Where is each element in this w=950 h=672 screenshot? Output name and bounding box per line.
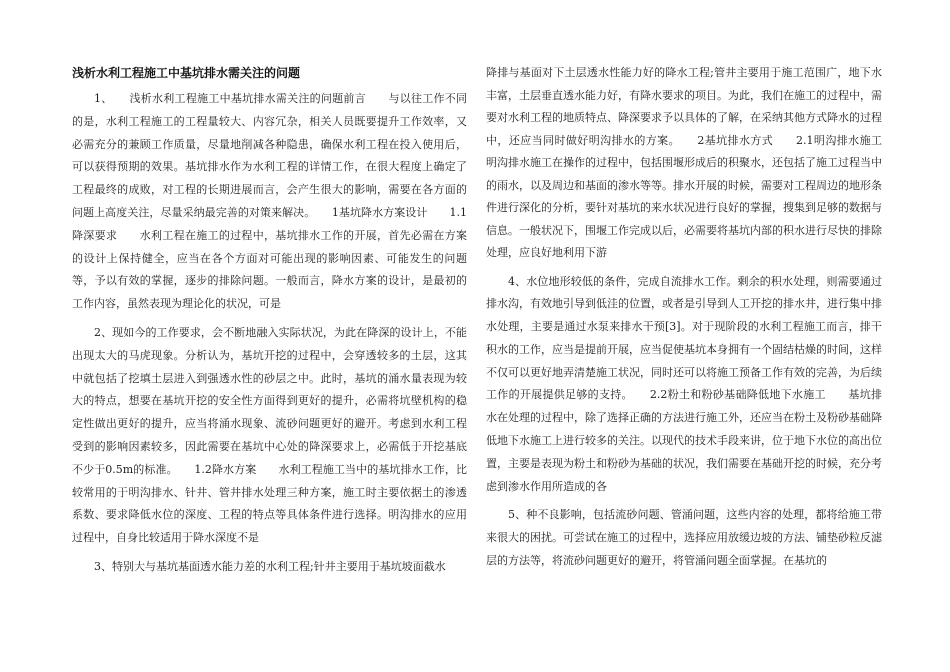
paragraph-1: 1、 浅析水利工程施工中基坑排水需关注的问题前言 与以往工作不同的是，水利工程施工的工程量较大、内容冗杂，相关人员既要提升工作效率，又必需充分的兼顾工作质量，尽量地削减各种隐患，确保水利工程在投入使用后，可以获得预期的效果。基坑排水作为水利工程的详情工作，在很大程度上确定了工程最终的成败，对工程的长期进展而言，会产生很大的影响，需要在各方面的问题上高度关注，尽量采纳最完善的对策来解决。 1基坑降水方案设计 1.1降深要求 水利工程在施工的过程中，基坑排水工作的开展，首先必需在方案的设计上保持健全，应当在各个方面对可能出现的影响因素、可能发生的问题等，予以有效的掌握，逐步的排除问题。一般而言，降水方案的设计，是最初的工作内容，虽然表现为理论化的状况，可是	[72, 92, 467, 311]
paragraph-4: 4、水位地形较低的条件，完成自流排水工作。剩余的积水处理，则需要通过排水沟，有效地引导到低洼的位置，或者是引导到人工开挖的排水井，进行集中排水处理，主要是通过水泵来排水干预[3]。对于现阶段的水利工程施工而言，排干积水的工作，应当是提前开展，应当促使基坑本身拥有一个固结枯燥的时间，这样不仅可以更好地弄清楚施工状况，同时还可以将施工预备工作有效的完善，为后续工作的开展提供足够的支持。 2.2粉土和粉砂基础降低地下水施工 基坑排水在处理的过程中，除了选择正确的方法进行施工外，还应当在粉土及粉砂基础降低地下水施工上进行较多的关注。以现代的技术手段来讲，位于地下水位的高出位置，主要是表现为粉土和粉砂为基础的状况，我们需要在基础开挖的时候，充分考虑到渗水作用所造成的各	[486, 274, 882, 493]
paragraph-2: 2、现如今的工作要求，会不断地融入实际状况，为此在降深的设计上，不能出现太大的马虎现象。分析认为，基坑开挖的过程中，会穿透较多的土层，这其中就包括了挖填土层进入到强透水性的砂层之中。此时，基坑的涌水量表现为较大的特点，想要在基坑开挖的安全性方面得到更好的提升，必需将坑壁机构的稳定性做出更好的提升，应当将涌水现象、流砂问题更好的避开。考虑到水利工程受到的影响因素较多，因此需要在基坑中心处的降深要求上，必需低于开挖基底不少于0.5m的标准。 1.2降水方案 水利工程施工当中的基坑排水工作，比较常用的于明沟排水、针井、管井排水处理三种方案，施工时主要依据土的渗透系数、要求降低水位的深度、工程的特点等具体条件进行选择。明沟排水的应用过程中，自身比较适用于降水深度不是	[72, 325, 467, 545]
document-title: 浅析水利工程施工中基坑排水需关注的问题	[72, 66, 301, 80]
left-column	[72, 62, 467, 585]
paragraph-5: 5、种不良影响，包括流砂问题、管涌问题，这些内容的处理，都将给施工带来很大的困扰。可尝试在施工的过程中，选择应用放缓边坡的方法、铺垫砂粒反滤层的方法等，将流砂问题更好的避开，将管涌问题全面掌握。在基坑的	[486, 508, 882, 568]
paragraph-3: 3、特别大与基坑基面透水能力差的水利工程;针井主要用于基坑坡面截水	[94, 559, 446, 573]
right-column	[486, 62, 904, 579]
paragraph-3-continued: 降排与基面对下土层透水性能力好的降水工程;管井主要用于施工范围广，地下水丰富，土层垂直透水能力好，有降水要求的项目。为此，我们在施工的过程中，需要对水利工程的地质特点、降深要求予以具体的了解，在采纳其他方式降水的过程中，还应当同时做好明沟排水的方案。 2基坑排水方式 2.1明沟排水施工 明沟排水施工在操作的过程中，包括围堰形成后的积聚水，还包括了施工过程当中的雨水，以及周边和基面的渗水等等。排水开展的时候，需要对工程周边的地形条件进行深化的分析，要针对基坑的来水状况进行良好的掌握，搜集到足够的数据与信息。一般状况下，围堰工作完成以后，必需要将基坑内部的积水进行尽快的排除处理，应良好地利用下游	[486, 66, 904, 259]
